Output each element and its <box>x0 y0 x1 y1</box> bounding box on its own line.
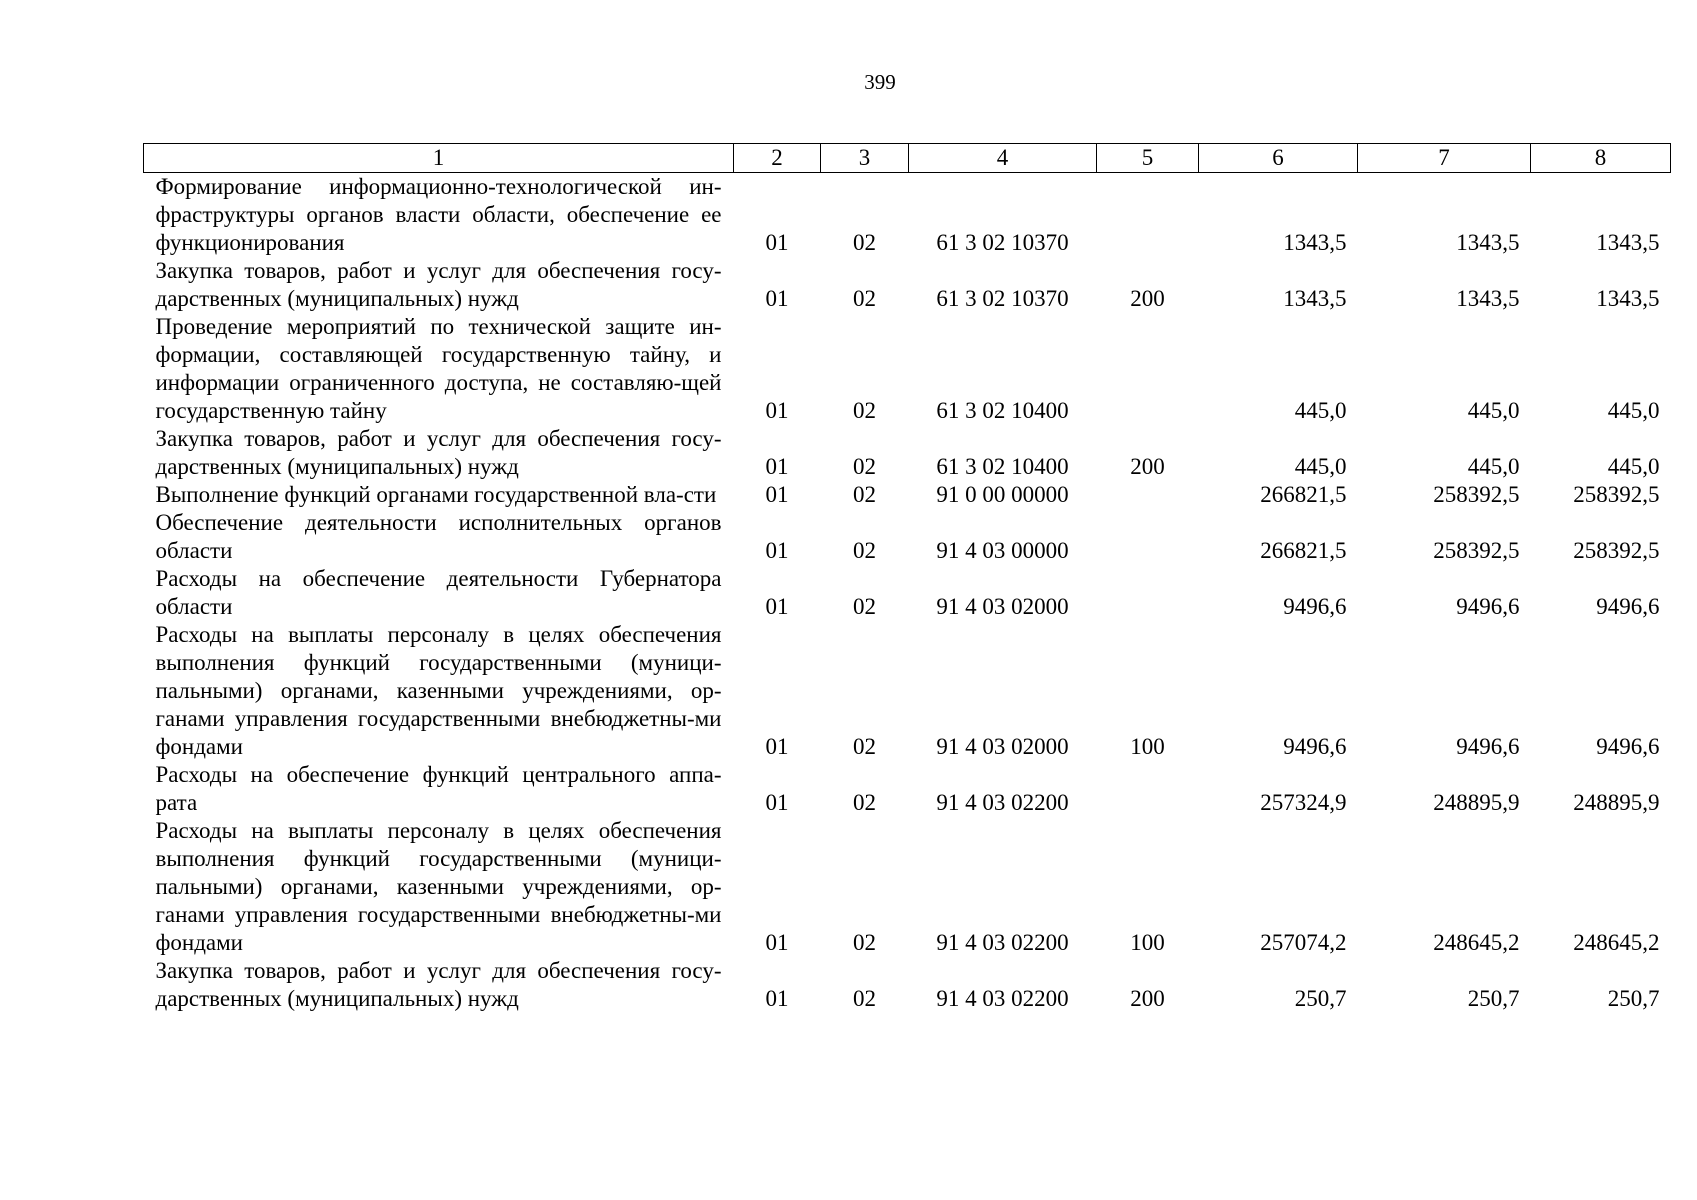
amount-year-2: 258392,5 <box>1433 538 1520 563</box>
amount-year-1: 250,7 <box>1294 986 1347 1011</box>
amount-year-3: 445,0 <box>1607 398 1660 423</box>
expense-type-code <box>1097 173 1199 258</box>
amount-year-2: 250,7 <box>1467 986 1520 1011</box>
amount-year-3: 248895,9 <box>1573 790 1660 815</box>
row-description: Закупка товаров, работ и услуг для обеспечения госу-дарственных (муниципальных) нужд <box>155 958 722 1011</box>
section-code: 01 <box>765 594 789 619</box>
subsection-code: 02 <box>853 398 876 423</box>
section-code: 01 <box>765 734 789 759</box>
amount-year-2: 445,0 <box>1467 454 1520 479</box>
amount-year-1: 266821,5 <box>1260 482 1347 507</box>
target-article-code: 91 4 03 02200 <box>936 986 1069 1011</box>
expense-type-code: 200 <box>1130 986 1165 1011</box>
section-code: 01 <box>765 538 789 563</box>
table-row <box>144 313 1671 425</box>
expense-type-code: 200 <box>1130 286 1165 311</box>
row-description: Проведение мероприятий по технической защите ин-формации, составляющей государственную тайну, и информации ограниченного доступа, не составляю-щей государственную тайну <box>155 314 722 423</box>
section-code: 01 <box>765 286 789 311</box>
target-article-code: 91 4 03 02000 <box>936 594 1069 619</box>
section-code: 01 <box>765 790 789 815</box>
amount-year-3: 248645,2 <box>1573 930 1660 955</box>
column-header: 4 <box>909 144 1097 173</box>
column-header: 6 <box>1199 144 1358 173</box>
target-article-code: 91 4 03 02200 <box>936 930 1069 955</box>
table-row <box>144 621 1671 761</box>
expense-type-code: 200 <box>1130 454 1165 479</box>
table-row <box>144 257 1671 313</box>
amount-year-1: 1343,5 <box>1283 286 1347 311</box>
subsection-code: 02 <box>853 790 876 815</box>
column-header: 7 <box>1358 144 1531 173</box>
target-article-code: 61 3 02 10370 <box>936 230 1069 255</box>
table-row <box>144 957 1671 1013</box>
amount-year-1: 9496,6 <box>1283 594 1347 619</box>
column-header: 3 <box>821 144 909 173</box>
subsection-code: 02 <box>853 986 876 1011</box>
section-code: 01 <box>765 930 789 955</box>
row-description: Выполнение функций органами государственной вла-сти <box>155 482 717 507</box>
expense-type-code <box>1097 509 1199 565</box>
column-header: 5 <box>1097 144 1199 173</box>
subsection-code: 02 <box>853 286 876 311</box>
target-article-code: 91 4 03 00000 <box>936 538 1069 563</box>
expense-type-code <box>1097 481 1199 509</box>
table-row <box>144 425 1671 481</box>
target-article-code: 91 4 03 02200 <box>936 790 1069 815</box>
row-description: Формирование информационно-технологической ин-фраструктуры органов власти области, обеспечение ее функционирования <box>155 174 722 255</box>
expense-type-code <box>1097 565 1199 621</box>
table-row <box>144 173 1671 258</box>
row-description: Обеспечение деятельности исполнительных органов области <box>155 510 722 563</box>
section-code: 01 <box>765 986 789 1011</box>
column-header: 1 <box>144 144 734 173</box>
amount-year-3: 9496,6 <box>1596 734 1660 759</box>
amount-year-3: 445,0 <box>1607 454 1660 479</box>
target-article-code: 61 3 02 10370 <box>936 286 1069 311</box>
row-description: Закупка товаров, работ и услуг для обеспечения госу-дарственных (муниципальных) нужд <box>155 258 722 311</box>
row-description: Расходы на обеспечение функций центрального аппа-рата <box>155 762 722 815</box>
table-row <box>144 509 1671 565</box>
amount-year-2: 248895,9 <box>1433 790 1520 815</box>
amount-year-2: 258392,5 <box>1433 482 1520 507</box>
subsection-code: 02 <box>853 734 876 759</box>
expense-type-code <box>1097 313 1199 425</box>
subsection-code: 02 <box>853 930 876 955</box>
page-number: 399 <box>864 70 896 94</box>
amount-year-1: 257074,2 <box>1260 930 1347 955</box>
row-description: Закупка товаров, работ и услуг для обеспечения госу-дарственных (муниципальных) нужд <box>155 426 722 479</box>
amount-year-1: 9496,6 <box>1283 734 1347 759</box>
amount-year-2: 1343,5 <box>1456 230 1520 255</box>
amount-year-2: 9496,6 <box>1456 734 1520 759</box>
subsection-code: 02 <box>853 538 876 563</box>
subsection-code: 02 <box>853 482 876 507</box>
amount-year-1: 445,0 <box>1294 398 1347 423</box>
column-header: 2 <box>734 144 821 173</box>
amount-year-2: 248645,2 <box>1433 930 1520 955</box>
expense-type-code <box>1097 761 1199 817</box>
subsection-code: 02 <box>853 230 876 255</box>
row-description: Расходы на выплаты персоналу в целях обеспечения выполнения функций государственными (муници-пальными) органами, казенными учреждениями, ор-ганами управления государственными внебюджетны-ми фондами <box>155 622 722 759</box>
table-row <box>144 817 1671 957</box>
amount-year-2: 445,0 <box>1467 398 1520 423</box>
target-article-code: 61 3 02 10400 <box>936 454 1069 479</box>
amount-year-1: 266821,5 <box>1260 538 1347 563</box>
expense-type-code: 100 <box>1130 734 1165 759</box>
amount-year-3: 258392,5 <box>1573 538 1660 563</box>
expense-type-code: 100 <box>1130 930 1165 955</box>
table-row <box>144 481 1671 509</box>
amount-year-1: 1343,5 <box>1283 230 1347 255</box>
section-code: 01 <box>765 230 789 255</box>
amount-year-3: 1343,5 <box>1596 230 1660 255</box>
amount-year-3: 250,7 <box>1607 986 1660 1011</box>
target-article-code: 91 4 03 02000 <box>936 734 1069 759</box>
section-code: 01 <box>765 398 789 423</box>
section-code: 01 <box>765 454 789 479</box>
amount-year-2: 9496,6 <box>1456 594 1520 619</box>
amount-year-3: 258392,5 <box>1573 482 1660 507</box>
amount-year-2: 1343,5 <box>1456 286 1520 311</box>
budget-table <box>143 143 1671 1013</box>
column-header: 8 <box>1531 144 1671 173</box>
target-article-code: 61 3 02 10400 <box>936 398 1069 423</box>
amount-year-1: 445,0 <box>1294 454 1347 479</box>
subsection-code: 02 <box>853 454 876 479</box>
row-description: Расходы на выплаты персоналу в целях обеспечения выполнения функций государственными (муници-пальными) органами, казенными учреждениями, ор-ганами управления государственными внебюджетны-ми фондами <box>155 818 722 955</box>
amount-year-1: 257324,9 <box>1260 790 1347 815</box>
amount-year-3: 9496,6 <box>1596 594 1660 619</box>
table-header-row <box>144 144 1671 173</box>
target-article-code: 91 0 00 00000 <box>936 482 1069 507</box>
amount-year-3: 1343,5 <box>1596 286 1660 311</box>
table-row <box>144 565 1671 621</box>
row-description: Расходы на обеспечение деятельности Губернатора области <box>155 566 722 619</box>
table-row <box>144 761 1671 817</box>
subsection-code: 02 <box>853 594 876 619</box>
section-code: 01 <box>765 482 789 507</box>
